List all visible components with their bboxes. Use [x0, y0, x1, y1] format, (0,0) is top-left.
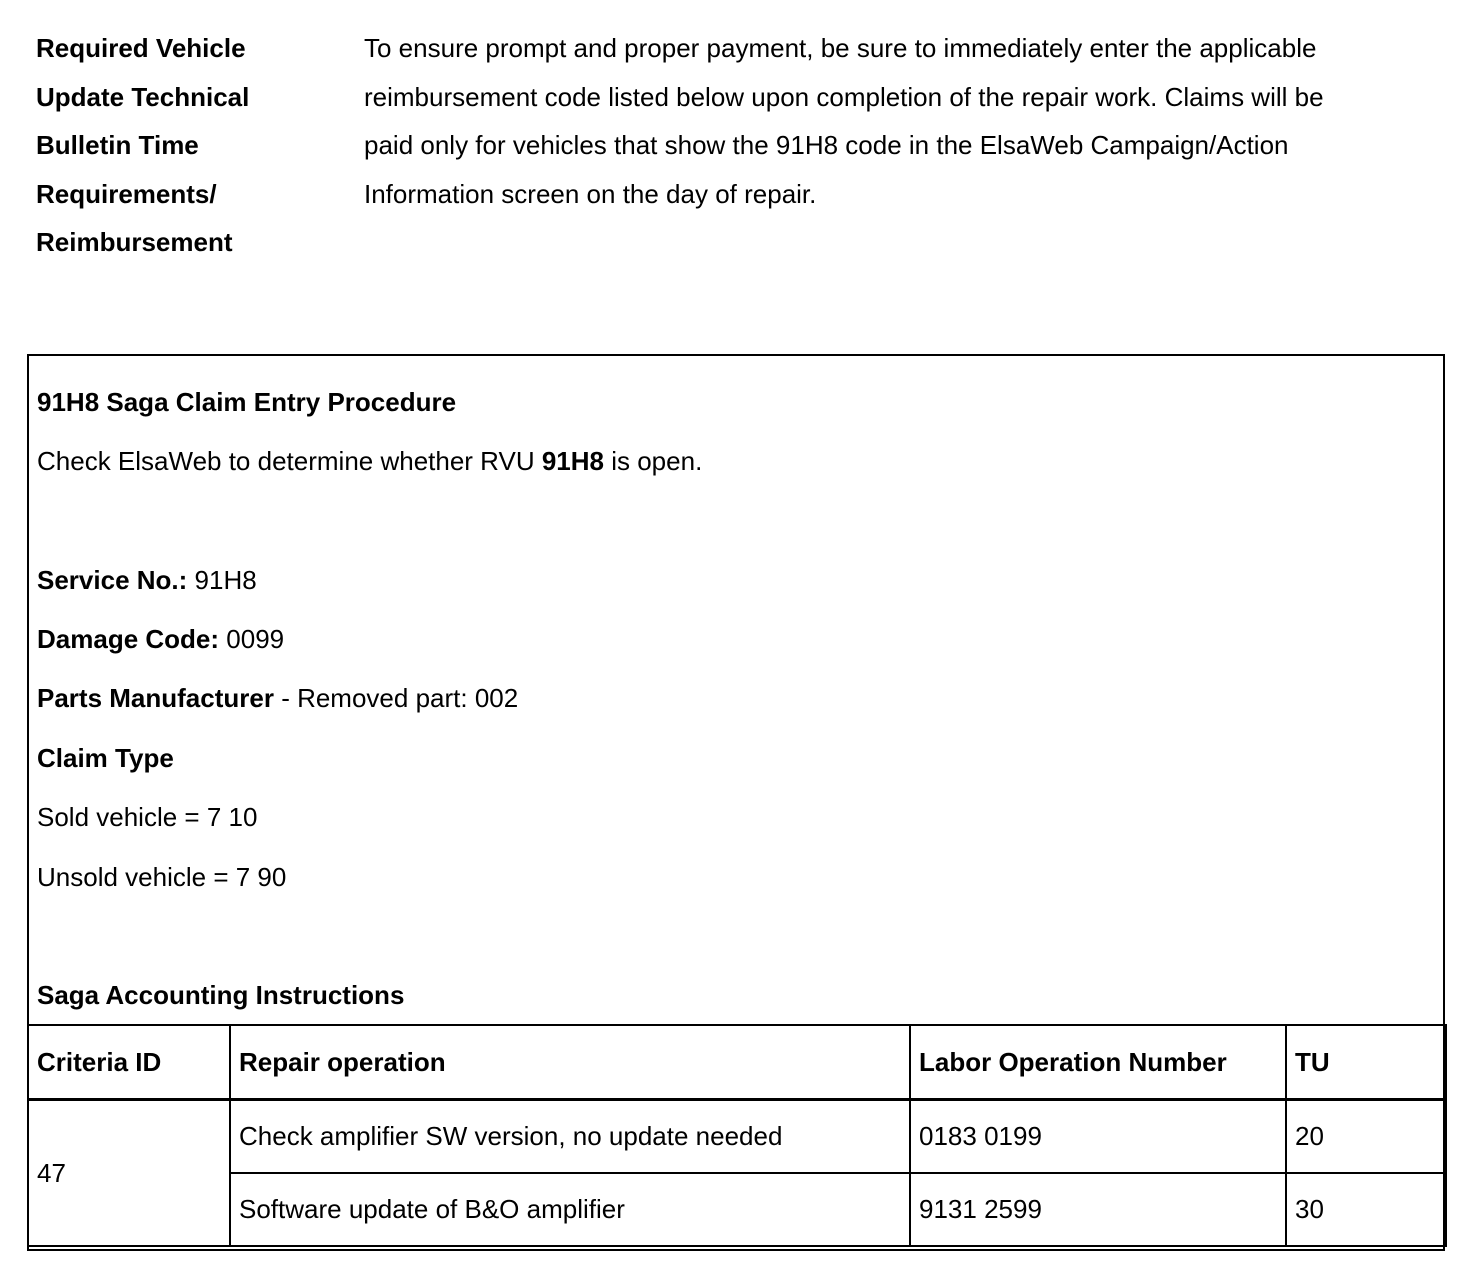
damage-code: [37, 624, 284, 654]
parts-value: - Removed part: 002: [273, 683, 519, 713]
repair-operation-cell: Software update of B&O amplifier: [230, 1173, 910, 1246]
intro-line: reimbursement code listed below upon completion of the repair work. Claims will be: [364, 81, 1324, 112]
tu-cell: 30: [1286, 1173, 1446, 1246]
parts-manufacturer: [37, 683, 518, 713]
criteria-id-cell: 47: [28, 1100, 230, 1247]
table-row: [28, 1100, 1446, 1174]
service-number: [37, 565, 257, 595]
label-line: Bulletin Time: [36, 130, 199, 160]
reimbursement-intro-text: [364, 24, 1444, 218]
accounting-table: [27, 1024, 1447, 1247]
table-header-row: [28, 1025, 1446, 1100]
claim-type-label: Claim Type: [37, 743, 174, 773]
parts-label: Parts Manufacturer: [37, 683, 274, 713]
service-label: Service No.:: [37, 565, 188, 595]
check-suffix: is open.: [604, 446, 703, 476]
tu-cell: 20: [1286, 1100, 1446, 1174]
intro-line: Information screen on the day of repair.: [364, 178, 817, 209]
sold-vehicle-code: Sold vehicle = 7 10: [37, 802, 258, 832]
header-criteria-id: Criteria ID: [28, 1025, 230, 1100]
table-row: [28, 1173, 1446, 1246]
intro-line: paid only for vehicles that show the 91H8 code in the ElsaWeb Campaign/Action: [364, 130, 1289, 160]
repair-operation-cell: Check amplifier SW version, no update needed: [230, 1100, 910, 1174]
header-labor-operation-number: Labor Operation Number: [910, 1025, 1286, 1100]
damage-label: Damage Code:: [37, 624, 220, 654]
accounting-title: Saga Accounting Instructions: [37, 980, 405, 1010]
claim-entry-box: [27, 354, 1445, 1251]
rvu-code: 91H8: [541, 446, 604, 476]
label-line: Reimbursement: [36, 227, 233, 257]
unsold-vehicle-code: Unsold vehicle = 7 90: [37, 862, 287, 892]
label-line: Requirements/: [36, 178, 217, 209]
label-line: Update Technical: [36, 81, 250, 112]
header-tu: TU: [1286, 1025, 1446, 1100]
service-value: 91H8: [187, 565, 257, 595]
reimbursement-section-label: [36, 24, 336, 267]
header-repair-operation: Repair operation: [230, 1025, 910, 1100]
labor-operation-cell: 0183 0199: [910, 1100, 1286, 1174]
label-line: Required Vehicle: [36, 33, 246, 63]
intro-line: To ensure prompt and proper payment, be sure to immediately enter the applicable: [364, 33, 1317, 63]
elsaweb-check-text: [37, 446, 702, 476]
check-prefix: Check ElsaWeb to determine whether RVU: [37, 446, 542, 476]
labor-operation-cell: 9131 2599: [910, 1173, 1286, 1246]
damage-value: 0099: [219, 624, 285, 654]
procedure-title: 91H8 Saga Claim Entry Procedure: [37, 387, 457, 417]
